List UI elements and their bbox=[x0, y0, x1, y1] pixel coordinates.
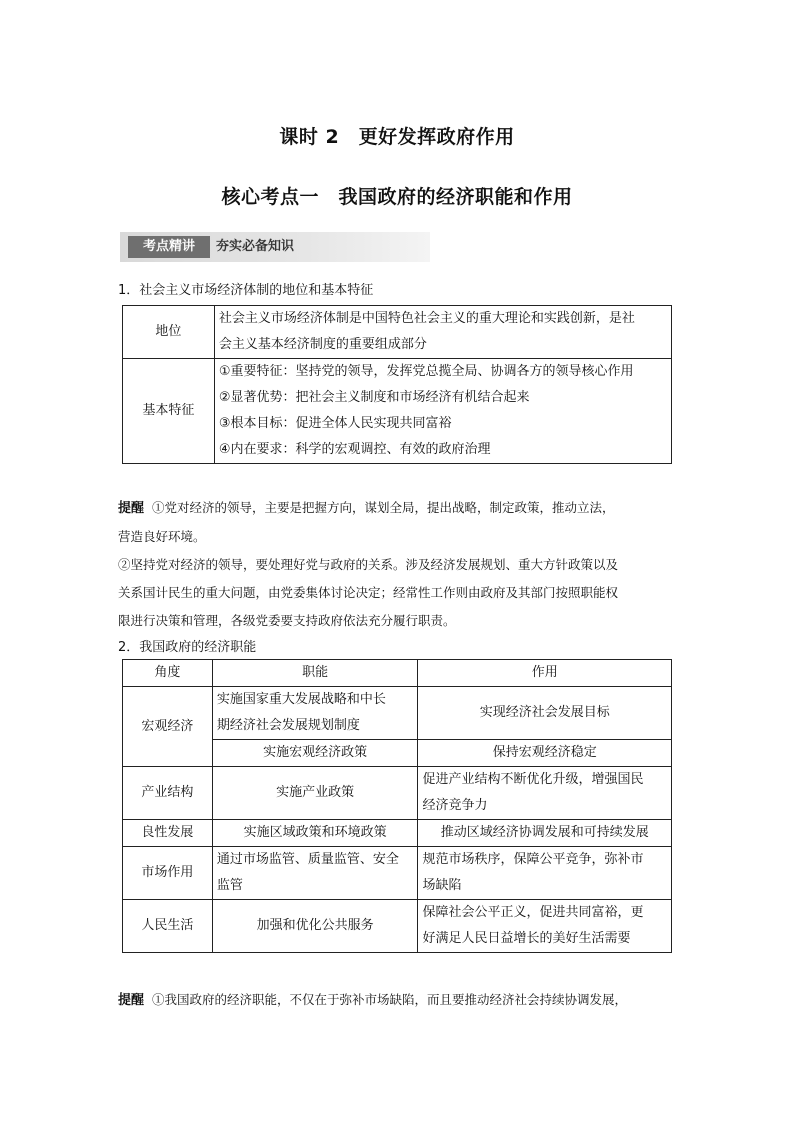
line: ②显著优势：把社会主义制度和市场经济有机结合起来 bbox=[218, 390, 530, 405]
table-row bbox=[123, 820, 672, 847]
function-cell: 加强和优化公共服务 bbox=[212, 900, 418, 953]
row-content bbox=[214, 306, 671, 359]
effect-cell: 推动区域经济协调发展和可持续发展 bbox=[418, 820, 672, 847]
header-angle: 角度 bbox=[123, 660, 213, 687]
table-row bbox=[123, 687, 672, 740]
tip-block-2 bbox=[118, 986, 678, 1015]
banner-tag: 考点精讲 bbox=[128, 236, 210, 258]
section-banner bbox=[120, 232, 430, 262]
tip-line: 提醒 ①党对经济的领导，主要是把握方向，谋划全局，提出战略，制定政策，推动立法， bbox=[118, 500, 615, 516]
line: 会主义基本经济制度的重要组成部分 bbox=[218, 337, 427, 352]
banner-subtitle: 夯实必备知识 bbox=[216, 239, 295, 254]
key-point-title: 核心考点一 我国政府的经济职能和作用 bbox=[221, 186, 573, 208]
section1-heading: 1．社会主义市场经济体制的地位和基本特征 bbox=[118, 283, 374, 298]
table-row bbox=[123, 767, 672, 820]
tip-line: 关系国计民生的重大问题，由党委集体讨论决定；经常性工作则由政府及其部门按照职能权 bbox=[118, 585, 619, 600]
header-effect: 作用 bbox=[418, 660, 672, 687]
table-header-row bbox=[123, 660, 672, 687]
tip-label: 提醒 bbox=[118, 993, 145, 1008]
table-row bbox=[123, 847, 672, 900]
table-row bbox=[123, 359, 672, 464]
row-label: 宏观经济 bbox=[123, 687, 213, 767]
row-label: 产业结构 bbox=[123, 767, 213, 820]
gov-functions-table bbox=[122, 659, 672, 953]
function-cell: 实施区域政策和环境政策 bbox=[212, 820, 418, 847]
tip-line: 限进行决策和管理，各级党委要支持政府依法充分履行职责。 bbox=[118, 613, 456, 628]
section2-heading: 2．我国政府的经济职能 bbox=[118, 640, 257, 655]
row-label: 基本特征 bbox=[123, 359, 215, 464]
effect-cell: 规范市场秩序，保障公平竞争，弥补市 场缺陷 bbox=[418, 847, 672, 900]
lesson-title: 课时 2 更好发挥政府作用 bbox=[279, 126, 515, 148]
line: ③根本目标：促进全体人民实现共同富裕 bbox=[218, 416, 452, 431]
tip-label: 提醒 bbox=[118, 501, 145, 516]
tip-line: ②坚持党对经济的领导，要处理好党与政府的关系。涉及经济发展规划、重大方针政策以及 bbox=[118, 557, 619, 572]
function-cell: 实施产业政策 bbox=[212, 767, 418, 820]
line: 社会主义市场经济体制是中国特色社会主义的重大理论和实践创新，是社 bbox=[218, 311, 635, 326]
tip-line: 提醒 ①我国政府的经济职能，不仅在于弥补市场缺陷，而且要推动经济社会持续协调发展， bbox=[118, 992, 627, 1008]
tip-block-1 bbox=[118, 494, 678, 635]
row-label: 人民生活 bbox=[123, 900, 213, 953]
table-row bbox=[123, 900, 672, 953]
row-content bbox=[214, 359, 671, 464]
effect-cell: 促进产业结构不断优化升级，增强国民 经济竞争力 bbox=[418, 767, 672, 820]
function-cell: 实施宏观经济政策 bbox=[212, 740, 418, 767]
effect-cell: 保持宏观经济稳定 bbox=[418, 740, 672, 767]
row-label: 地位 bbox=[123, 306, 215, 359]
tip-line: 营造良好环境。 bbox=[118, 529, 206, 544]
function-cell: 通过市场监管、质量监管、安全 监管 bbox=[212, 847, 418, 900]
effect-cell: 实现经济社会发展目标 bbox=[418, 687, 672, 740]
function-cell: 实施国家重大发展战略和中长 期经济社会发展规划制度 bbox=[212, 687, 418, 740]
row-label: 良性发展 bbox=[123, 820, 213, 847]
effect-cell: 保障社会公平正义，促进共同富裕，更 好满足人民日益增长的美好生活需要 bbox=[418, 900, 672, 953]
line: ④内在要求：科学的宏观调控、有效的政府治理 bbox=[218, 442, 491, 457]
row-label: 市场作用 bbox=[123, 847, 213, 900]
table-row bbox=[123, 306, 672, 359]
line: ①重要特征：坚持党的领导，发挥党总揽全局、协调各方的领导核心作用 bbox=[218, 364, 634, 379]
market-economy-table bbox=[122, 305, 672, 464]
header-function: 职能 bbox=[212, 660, 418, 687]
